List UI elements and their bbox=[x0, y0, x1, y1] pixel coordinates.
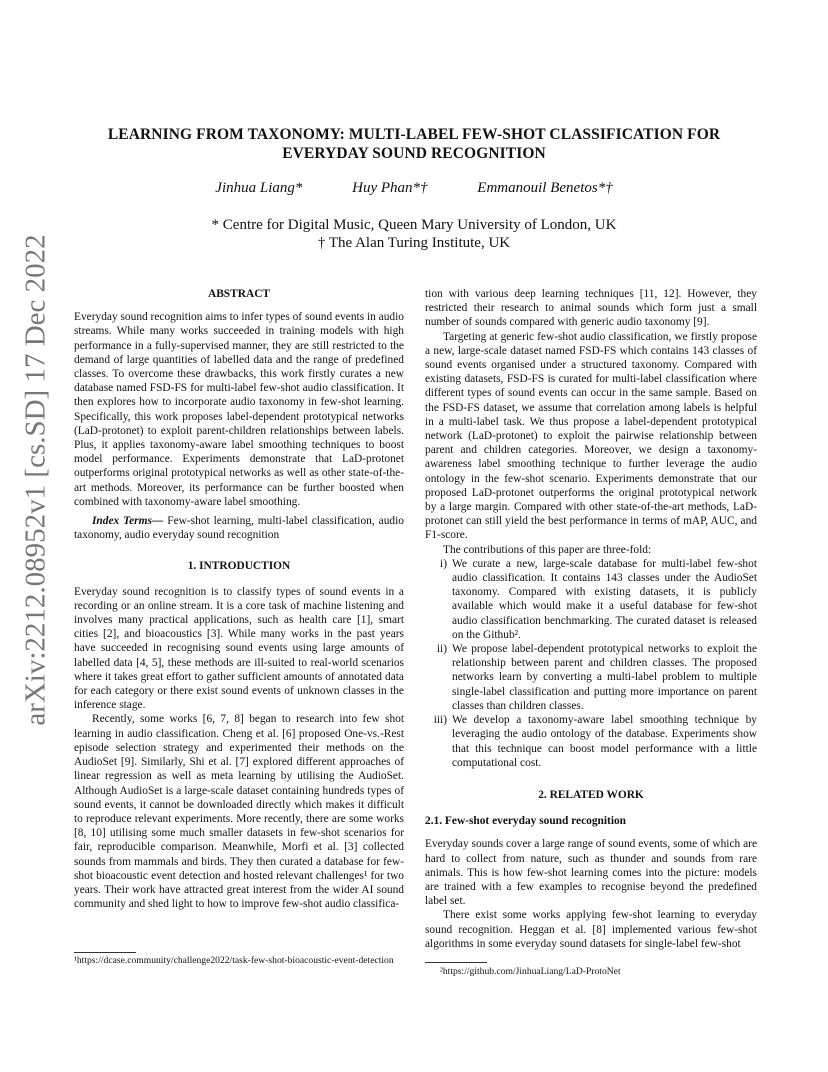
footnote-rule bbox=[425, 962, 487, 963]
author-list bbox=[80, 180, 748, 197]
affiliation-line: † The Alan Turing Institute, UK bbox=[317, 235, 511, 251]
contribution-item bbox=[425, 557, 757, 642]
item-number: i) bbox=[440, 557, 447, 570]
affiliations bbox=[80, 216, 748, 252]
author-name: Jinhua Liang* bbox=[215, 180, 303, 196]
item-text: We curate a new, large-scale database for multi-label few-shot audio classification. It contains 143 classes under the AudioSet taxonomy. Compared with existing datasets, it is publicly available which would make it a useful database for few-shot audio classification benchmarking. The curated dataset is released on the Github². bbox=[452, 557, 757, 641]
left-column bbox=[74, 287, 404, 911]
index-terms-label: Index Terms— bbox=[92, 515, 164, 528]
contribution-item bbox=[425, 713, 757, 770]
item-number: iii) bbox=[433, 714, 447, 727]
author-name: Emmanouil Benetos*† bbox=[477, 180, 613, 196]
body-paragraph: The contributions of this paper are three-fold: bbox=[443, 543, 652, 556]
footnote-right: ²https://github.com/JinhuaLiang/LaD-ProtoNet bbox=[440, 966, 621, 977]
body-paragraph: Targeting at generic few-shot audio classification, we firstly propose a new, large-scale dataset named FSD-FS which contains 143 classes of sound events organised under a structured taxonomy. Compared with existing datasets, FSD-FS is curated for multi-label classification where different types of sound events can occur in the same sample. Based on the FSD-FS dataset, we assume that correlation among labels is helpful in a multi-label task. We thus propose a label-dependent prototypical network (LaD-protonet) to exploit the pairwise relationship between parent and children categories. Moreover, we design a taxonomy-awareness label smoothing technique to further leverage the audio ontology in the few-shot scenario. Experiments demonstrate that our proposed LaD-protonet outperforms the original prototypical network by a large margin. Compared with other state-of-the-art methods, LaD-protonet can still yield the best performance in terms of mAP, AUC, and F1-score. bbox=[425, 330, 757, 542]
body-paragraph: tion with various deep learning techniques [11, 12]. However, they restricted their research to animal sounds which form just a small number of sounds compared with generic audio taxonomy [9]. bbox=[425, 288, 757, 329]
abstract-heading: ABSTRACT bbox=[207, 288, 271, 300]
abstract-text: Everyday sound recognition aims to infer types of sound events in audio streams. While many works succeeded in training models with high performance in a fully-supervised manner, they are still restricted to the demand of large quantities of labelled data and the range of predefined classes. To overcome these drawbacks, this work firstly curates a new database named FSD-FS for multi-label few-shot audio classification. It then explores how to incorporate audio taxonomy in few-shot learning. Specifically, this work proposes label-dependent prototypical networks (LaD-protonet) to exploit parent-children relationships between labels. Plus, it applies taxonomy-aware label smoothing techniques to boost model performance. Experiments demonstrate that LaD-protonet outperforms original prototypical networks as well as other state-of-the-art methods. Moreover, its performance can be further boosted when combined with taxonomy-aware label smoothing. bbox=[74, 311, 404, 508]
author-name: Huy Phan*† bbox=[352, 180, 428, 196]
footnote-left: ¹https://dcase.community/challenge2022/task-few-shot-bioacoustic-event-detection bbox=[74, 955, 394, 966]
contribution-item bbox=[425, 642, 757, 713]
item-number: ii) bbox=[436, 643, 447, 656]
index-terms bbox=[74, 514, 404, 542]
intro-paragraph: Recently, some works [6, 7, 8] began to research into few shot learning in audio classification. Cheng et al. [6] proposed One-vs.-Rest episode selection strategy and experimented their methods on the AudioSet [9]. Similarly, Shi et al. [7] explored different approaches of linear regression as well as meta learning by utilising the AudioSet. Although AudioSet is a large-scale dataset containing hundreds types of sound events, it cannot be downloaded directly which makes it difficult to reproduce relevant experiments. More recently, there are some works [8, 10] utilising some much smaller datasets in few-shot scenarios for fair, reproducible comparison. Meanwhile, Morfi et al. [3] collected sounds from mammals and birds. They then curated a database for few-shot bioacoustic event detection and hosted relevant challenges¹ for two years. Their work have attracted great interest from the wider AI sound community and shed light to how to improve few-shot audio classifica- bbox=[74, 713, 404, 911]
paper-title: LEARNING FROM TAXONOMY: MULTI-LABEL FEW-SHOT CLASSIFICATION FOR EVERYDAY SOUND RECOGNITION bbox=[107, 126, 721, 162]
index-terms-text: Few-shot learning, multi-label classification, audio taxonomy, audio everyday sound recognition bbox=[74, 515, 404, 542]
right-column bbox=[425, 287, 757, 951]
arxiv-stamp: arXiv:2212.08952v1 [cs.SD] 17 Dec 2022 bbox=[19, 234, 52, 726]
footnote-rule bbox=[74, 952, 136, 953]
body-paragraph: Everyday sounds cover a large range of sound events, some of which are hard to collect from nature, such as thunder and sounds from rare animals. This is how few-shot learning comes into the picture: models are trained with a few examples to recognise beyond the predefined label set. bbox=[425, 838, 757, 908]
affiliation-line: * Centre for Digital Music, Queen Mary University of London, UK bbox=[211, 217, 617, 233]
related-subheading: 2.1. Few-shot everyday sound recognition bbox=[425, 815, 627, 828]
item-text: We develop a taxonomy-aware label smoothing technique by leveraging the audio ontology of the database. Experiments show that this technique can boost model performance with a little computational cost. bbox=[452, 714, 757, 769]
body-paragraph: There exist some works applying few-shot learning to everyday sound recognition. Heggan et al. [8] implemented various few-shot algorithms in some everyday sound datasets for single-label few-shot bbox=[425, 909, 757, 950]
related-heading: 2. RELATED WORK bbox=[538, 788, 644, 801]
intro-paragraph: Everyday sound recognition is to classify types of sound events in a recording or an online stream. It is a core task of machine listening and involves many practical applications, such as health care [1], smart cities [2], and bioacoustics [3]. While many works in the past years have succeeded in recognising sound events using large amounts of labelled data [4, 5], these methods are ill-suited to real-world scenarios where it takes great effort to gather sufficient amounts of annotated data for each category or there exist sound events of unknown classes in the inference stage. bbox=[74, 585, 404, 712]
intro-heading: 1. INTRODUCTION bbox=[187, 560, 291, 573]
item-text: We propose label-dependent prototypical networks to exploit the relationship between parent and children classes. The proposed networks learn by converting a multi-label problem to multiple single-label classification and putting more importance on parent classes than children classes. bbox=[452, 643, 757, 712]
